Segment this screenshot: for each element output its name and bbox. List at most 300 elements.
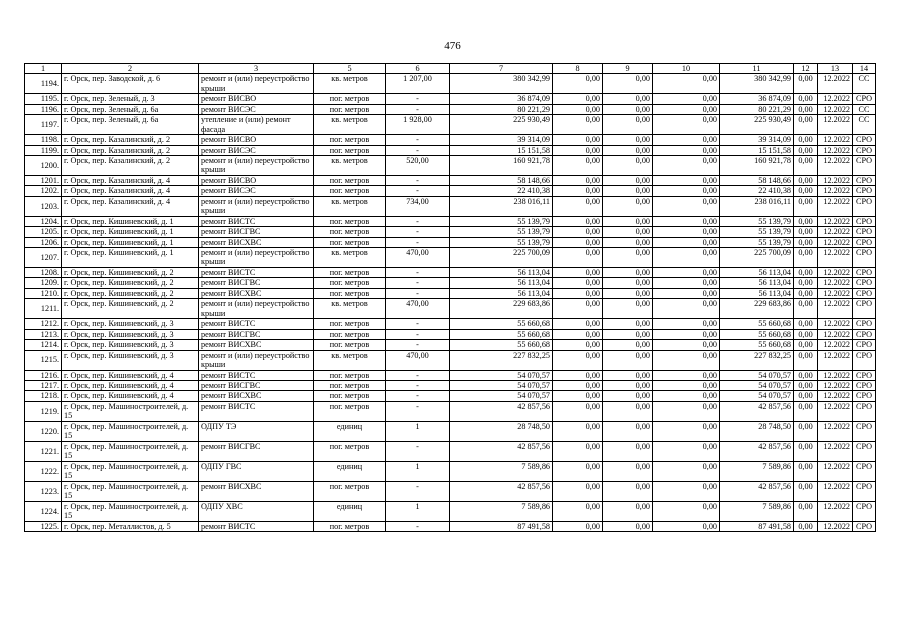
work-type-cell: ремонт ВИСВО <box>199 94 314 104</box>
address-cell: г. Орск, пер. Машиностроителей, д. 15 <box>62 441 199 461</box>
table-row <box>25 481 876 501</box>
fund-source-cell: 0,00 <box>603 288 653 298</box>
amount-cell: 56 113,04 <box>450 268 553 278</box>
fund-source-cell: 0,00 <box>553 329 603 339</box>
fund-source-cell: 0,00 <box>603 115 653 135</box>
reserve-cell: 0,00 <box>794 350 818 370</box>
work-type-cell: ремонт ВИСТС <box>199 319 314 329</box>
completion-date-cell: 12.2022 <box>818 278 853 288</box>
quantity-cell: - <box>386 216 450 226</box>
total-cell: 42 857,56 <box>720 401 794 421</box>
quantity-cell: - <box>386 237 450 247</box>
fund-source-cell: 0,00 <box>653 156 720 176</box>
quantity-cell: 520,00 <box>386 156 450 176</box>
fund-method-cell: СС <box>853 74 876 94</box>
fund-source-cell: 0,00 <box>653 278 720 288</box>
unit-cell: единиц <box>314 461 386 481</box>
fund-source-cell: 0,00 <box>653 186 720 196</box>
fund-method-cell: СРО <box>853 441 876 461</box>
fund-method-cell: СРО <box>853 176 876 186</box>
quantity-cell: - <box>386 401 450 421</box>
row-number: 1194. <box>25 74 62 94</box>
table-row <box>25 380 876 390</box>
fund-method-cell: СРО <box>853 319 876 329</box>
work-type-cell: ремонт ВИСГВС <box>199 441 314 461</box>
unit-cell: кв. метров <box>314 248 386 268</box>
fund-method-cell: СРО <box>853 521 876 531</box>
row-number: 1224. <box>25 501 62 521</box>
address-cell: г. Орск, пер. Кишиневский, д. 2 <box>62 278 199 288</box>
quantity-cell: - <box>386 391 450 401</box>
unit-cell: единиц <box>314 421 386 441</box>
reserve-cell: 0,00 <box>794 288 818 298</box>
amount-cell: 87 491,58 <box>450 521 553 531</box>
total-cell: 42 857,56 <box>720 441 794 461</box>
fund-source-cell: 0,00 <box>653 216 720 226</box>
work-type-cell: ОДПУ ГВС <box>199 461 314 481</box>
address-cell: г. Орск, пер. Кишиневский, д. 4 <box>62 380 199 390</box>
total-cell: 229 683,86 <box>720 299 794 319</box>
table-row <box>25 340 876 350</box>
reserve-cell: 0,00 <box>794 461 818 481</box>
address-cell: г. Орск, пер. Кишиневский, д. 1 <box>62 227 199 237</box>
row-number: 1213. <box>25 329 62 339</box>
row-number: 1222. <box>25 461 62 481</box>
fund-source-cell: 0,00 <box>603 350 653 370</box>
fund-source-cell: 0,00 <box>603 521 653 531</box>
fund-source-cell: 0,00 <box>553 481 603 501</box>
amount-cell: 22 410,38 <box>450 186 553 196</box>
row-number: 1223. <box>25 481 62 501</box>
fund-source-cell: 0,00 <box>553 461 603 481</box>
address-cell: г. Орск, пер. Кишиневский, д. 1 <box>62 248 199 268</box>
fund-source-cell: 0,00 <box>603 248 653 268</box>
fund-source-cell: 0,00 <box>653 227 720 237</box>
unit-cell: пог. метров <box>314 370 386 380</box>
reserve-cell: 0,00 <box>794 115 818 135</box>
fund-source-cell: 0,00 <box>553 104 603 114</box>
column-header: 1 <box>25 64 62 74</box>
reserve-cell: 0,00 <box>794 237 818 247</box>
amount-cell: 15 151,58 <box>450 145 553 155</box>
unit-cell: пог. метров <box>314 216 386 226</box>
completion-date-cell: 12.2022 <box>818 216 853 226</box>
repair-registry-table <box>24 63 876 532</box>
unit-cell: кв. метров <box>314 156 386 176</box>
fund-source-cell: 0,00 <box>653 135 720 145</box>
unit-cell: пог. метров <box>314 237 386 247</box>
fund-source-cell: 0,00 <box>603 461 653 481</box>
fund-method-cell: СРО <box>853 156 876 176</box>
reserve-cell: 0,00 <box>794 299 818 319</box>
row-number: 1211. <box>25 299 62 319</box>
row-number: 1207. <box>25 248 62 268</box>
fund-source-cell: 0,00 <box>603 145 653 155</box>
address-cell: г. Орск, пер. Кишиневский, д. 1 <box>62 216 199 226</box>
unit-cell: пог. метров <box>314 135 386 145</box>
amount-cell: 55 660,68 <box>450 329 553 339</box>
total-cell: 36 874,09 <box>720 94 794 104</box>
fund-source-cell: 0,00 <box>653 196 720 216</box>
address-cell: г. Орск, пер. Машиностроителей, д. 15 <box>62 421 199 441</box>
amount-cell: 56 113,04 <box>450 278 553 288</box>
total-cell: 55 660,68 <box>720 340 794 350</box>
unit-cell: пог. метров <box>314 104 386 114</box>
table-row <box>25 268 876 278</box>
completion-date-cell: 12.2022 <box>818 227 853 237</box>
fund-source-cell: 0,00 <box>603 227 653 237</box>
completion-date-cell: 12.2022 <box>818 329 853 339</box>
fund-source-cell: 0,00 <box>553 156 603 176</box>
table-row <box>25 421 876 441</box>
row-number: 1205. <box>25 227 62 237</box>
fund-source-cell: 0,00 <box>553 135 603 145</box>
table-row <box>25 74 876 94</box>
table-row <box>25 145 876 155</box>
amount-cell: 54 070,57 <box>450 391 553 401</box>
work-type-cell: ремонт и (или) переустройство крыши <box>199 248 314 268</box>
address-cell: г. Орск, пер. Кишиневский, д. 2 <box>62 268 199 278</box>
completion-date-cell: 12.2022 <box>818 421 853 441</box>
fund-source-cell: 0,00 <box>653 441 720 461</box>
total-cell: 87 491,58 <box>720 521 794 531</box>
completion-date-cell: 12.2022 <box>818 299 853 319</box>
fund-source-cell: 0,00 <box>603 421 653 441</box>
work-type-cell: ремонт ВИСТС <box>199 521 314 531</box>
fund-source-cell: 0,00 <box>653 74 720 94</box>
fund-source-cell: 0,00 <box>653 104 720 114</box>
fund-source-cell: 0,00 <box>603 329 653 339</box>
quantity-cell: - <box>386 319 450 329</box>
address-cell: г. Орск, пер. Металлистов, д. 5 <box>62 521 199 531</box>
row-number: 1210. <box>25 288 62 298</box>
quantity-cell: - <box>386 521 450 531</box>
fund-source-cell: 0,00 <box>653 391 720 401</box>
work-type-cell: ремонт ВИСЭС <box>199 145 314 155</box>
table-row <box>25 186 876 196</box>
reserve-cell: 0,00 <box>794 268 818 278</box>
fund-source-cell: 0,00 <box>553 237 603 247</box>
completion-date-cell: 12.2022 <box>818 186 853 196</box>
reserve-cell: 0,00 <box>794 156 818 176</box>
unit-cell: пог. метров <box>314 441 386 461</box>
work-type-cell: ремонт ВИСХВС <box>199 288 314 298</box>
address-cell: г. Орск, пер. Казалинский, д. 4 <box>62 176 199 186</box>
fund-source-cell: 0,00 <box>603 501 653 521</box>
completion-date-cell: 12.2022 <box>818 156 853 176</box>
fund-method-cell: СРО <box>853 145 876 155</box>
total-cell: 80 221,29 <box>720 104 794 114</box>
fund-source-cell: 0,00 <box>653 501 720 521</box>
completion-date-cell: 12.2022 <box>818 196 853 216</box>
work-type-cell: утепление и (или) ремонт фасада <box>199 115 314 135</box>
quantity-cell: - <box>386 380 450 390</box>
work-type-cell: ремонт ВИСЭС <box>199 104 314 114</box>
table-row <box>25 350 876 370</box>
row-number: 1206. <box>25 237 62 247</box>
unit-cell: пог. метров <box>314 521 386 531</box>
table-row <box>25 135 876 145</box>
quantity-cell: - <box>386 227 450 237</box>
reserve-cell: 0,00 <box>794 421 818 441</box>
quantity-cell: - <box>386 145 450 155</box>
total-cell: 227 832,25 <box>720 350 794 370</box>
work-type-cell: ремонт и (или) переустройство крыши <box>199 350 314 370</box>
completion-date-cell: 12.2022 <box>818 370 853 380</box>
table-row <box>25 521 876 531</box>
completion-date-cell: 12.2022 <box>818 340 853 350</box>
fund-source-cell: 0,00 <box>553 350 603 370</box>
fund-source-cell: 0,00 <box>603 370 653 380</box>
amount-cell: 225 700,09 <box>450 248 553 268</box>
reserve-cell: 0,00 <box>794 319 818 329</box>
quantity-cell: - <box>386 441 450 461</box>
reserve-cell: 0,00 <box>794 380 818 390</box>
total-cell: 22 410,38 <box>720 186 794 196</box>
amount-cell: 238 016,11 <box>450 196 553 216</box>
unit-cell: пог. метров <box>314 481 386 501</box>
fund-method-cell: СРО <box>853 481 876 501</box>
page-number: 476 <box>444 40 461 52</box>
completion-date-cell: 12.2022 <box>818 176 853 186</box>
reserve-cell: 0,00 <box>794 176 818 186</box>
fund-source-cell: 0,00 <box>603 156 653 176</box>
fund-source-cell: 0,00 <box>553 319 603 329</box>
fund-source-cell: 0,00 <box>653 481 720 501</box>
quantity-cell: 1 928,00 <box>386 115 450 135</box>
completion-date-cell: 12.2022 <box>818 380 853 390</box>
fund-method-cell: СРО <box>853 196 876 216</box>
address-cell: г. Орск, пер. Казалинский, д. 2 <box>62 156 199 176</box>
quantity-cell: - <box>386 104 450 114</box>
row-number: 1217. <box>25 380 62 390</box>
amount-cell: 36 874,09 <box>450 94 553 104</box>
amount-cell: 56 113,04 <box>450 288 553 298</box>
fund-method-cell: СРО <box>853 248 876 268</box>
address-cell: г. Орск, пер. Зеленый, д. 6а <box>62 115 199 135</box>
completion-date-cell: 12.2022 <box>818 319 853 329</box>
fund-source-cell: 0,00 <box>653 329 720 339</box>
reserve-cell: 0,00 <box>794 391 818 401</box>
amount-cell: 80 221,29 <box>450 104 553 114</box>
total-cell: 54 070,57 <box>720 391 794 401</box>
completion-date-cell: 12.2022 <box>818 268 853 278</box>
fund-method-cell: СРО <box>853 288 876 298</box>
completion-date-cell: 12.2022 <box>818 74 853 94</box>
fund-method-cell: СРО <box>853 135 876 145</box>
completion-date-cell: 12.2022 <box>818 237 853 247</box>
column-header: 13 <box>818 64 853 74</box>
unit-cell: пог. метров <box>314 227 386 237</box>
total-cell: 55 139,79 <box>720 227 794 237</box>
quantity-cell: - <box>386 268 450 278</box>
table-row <box>25 319 876 329</box>
work-type-cell: ремонт ВИСХВС <box>199 481 314 501</box>
quantity-cell: 470,00 <box>386 299 450 319</box>
row-number: 1220. <box>25 421 62 441</box>
row-number: 1204. <box>25 216 62 226</box>
fund-source-cell: 0,00 <box>653 176 720 186</box>
fund-source-cell: 0,00 <box>603 94 653 104</box>
fund-method-cell: СРО <box>853 94 876 104</box>
work-type-cell: ремонт ВИСВО <box>199 176 314 186</box>
reserve-cell: 0,00 <box>794 248 818 268</box>
address-cell: г. Орск, пер. Зеленый, д. 6а <box>62 104 199 114</box>
fund-source-cell: 0,00 <box>603 176 653 186</box>
total-cell: 55 139,79 <box>720 216 794 226</box>
amount-cell: 55 139,79 <box>450 216 553 226</box>
column-number-row <box>25 64 876 74</box>
completion-date-cell: 12.2022 <box>818 104 853 114</box>
total-cell: 55 660,68 <box>720 329 794 339</box>
completion-date-cell: 12.2022 <box>818 248 853 268</box>
table-row <box>25 461 876 481</box>
total-cell: 160 921,78 <box>720 156 794 176</box>
fund-source-cell: 0,00 <box>653 401 720 421</box>
fund-source-cell: 0,00 <box>653 350 720 370</box>
fund-source-cell: 0,00 <box>553 380 603 390</box>
total-cell: 58 148,66 <box>720 176 794 186</box>
unit-cell: пог. метров <box>314 340 386 350</box>
column-header: 11 <box>720 64 794 74</box>
quantity-cell: - <box>386 278 450 288</box>
completion-date-cell: 12.2022 <box>818 115 853 135</box>
fund-source-cell: 0,00 <box>603 441 653 461</box>
table-row <box>25 401 876 421</box>
reserve-cell: 0,00 <box>794 216 818 226</box>
table-row <box>25 196 876 216</box>
fund-method-cell: СРО <box>853 227 876 237</box>
address-cell: г. Орск, пер. Кишиневский, д. 1 <box>62 237 199 247</box>
address-cell: г. Орск, пер. Зеленый, д. 3 <box>62 94 199 104</box>
amount-cell: 55 660,68 <box>450 340 553 350</box>
total-cell: 55 139,79 <box>720 237 794 247</box>
total-cell: 42 857,56 <box>720 481 794 501</box>
fund-method-cell: СС <box>853 115 876 135</box>
unit-cell: пог. метров <box>314 278 386 288</box>
address-cell: г. Орск, пер. Казалинский, д. 2 <box>62 145 199 155</box>
fund-source-cell: 0,00 <box>553 186 603 196</box>
fund-source-cell: 0,00 <box>603 104 653 114</box>
amount-cell: 42 857,56 <box>450 401 553 421</box>
amount-cell: 225 930,49 <box>450 115 553 135</box>
table-row <box>25 248 876 268</box>
amount-cell: 54 070,57 <box>450 380 553 390</box>
total-cell: 7 589,86 <box>720 501 794 521</box>
fund-source-cell: 0,00 <box>603 380 653 390</box>
fund-source-cell: 0,00 <box>553 501 603 521</box>
address-cell: г. Орск, пер. Машиностроителей, д. 15 <box>62 501 199 521</box>
table-row <box>25 441 876 461</box>
amount-cell: 7 589,86 <box>450 461 553 481</box>
reserve-cell: 0,00 <box>794 278 818 288</box>
reserve-cell: 0,00 <box>794 145 818 155</box>
unit-cell: пог. метров <box>314 186 386 196</box>
completion-date-cell: 12.2022 <box>818 350 853 370</box>
table-row <box>25 329 876 339</box>
row-number: 1212. <box>25 319 62 329</box>
reserve-cell: 0,00 <box>794 329 818 339</box>
fund-method-cell: СРО <box>853 278 876 288</box>
fund-source-cell: 0,00 <box>553 145 603 155</box>
reserve-cell: 0,00 <box>794 340 818 350</box>
unit-cell: пог. метров <box>314 145 386 155</box>
row-number: 1200. <box>25 156 62 176</box>
address-cell: г. Орск, пер. Кишиневский, д. 4 <box>62 391 199 401</box>
row-number: 1197. <box>25 115 62 135</box>
fund-source-cell: 0,00 <box>603 216 653 226</box>
fund-source-cell: 0,00 <box>603 299 653 319</box>
fund-source-cell: 0,00 <box>553 74 603 94</box>
total-cell: 225 930,49 <box>720 115 794 135</box>
total-cell: 15 151,58 <box>720 145 794 155</box>
unit-cell: кв. метров <box>314 350 386 370</box>
address-cell: г. Орск, пер. Кишиневский, д. 3 <box>62 329 199 339</box>
work-type-cell: ремонт ВИСВО <box>199 135 314 145</box>
fund-method-cell: СРО <box>853 350 876 370</box>
amount-cell: 160 921,78 <box>450 156 553 176</box>
completion-date-cell: 12.2022 <box>818 501 853 521</box>
fund-source-cell: 0,00 <box>603 340 653 350</box>
column-header: 5 <box>314 64 386 74</box>
work-type-cell: ремонт ВИСГВС <box>199 227 314 237</box>
total-cell: 225 700,09 <box>720 248 794 268</box>
table-row <box>25 115 876 135</box>
reserve-cell: 0,00 <box>794 481 818 501</box>
table-row <box>25 176 876 186</box>
quantity-cell: - <box>386 94 450 104</box>
work-type-cell: ОДПУ ТЭ <box>199 421 314 441</box>
quantity-cell: - <box>386 186 450 196</box>
fund-source-cell: 0,00 <box>653 421 720 441</box>
total-cell: 7 589,86 <box>720 461 794 481</box>
row-number: 1195. <box>25 94 62 104</box>
fund-method-cell: СРО <box>853 216 876 226</box>
amount-cell: 58 148,66 <box>450 176 553 186</box>
quantity-cell: 1 <box>386 421 450 441</box>
fund-source-cell: 0,00 <box>553 441 603 461</box>
fund-source-cell: 0,00 <box>653 115 720 135</box>
row-number: 1198. <box>25 135 62 145</box>
row-number: 1196. <box>25 104 62 114</box>
total-cell: 39 314,09 <box>720 135 794 145</box>
table-row <box>25 156 876 176</box>
completion-date-cell: 12.2022 <box>818 461 853 481</box>
reserve-cell: 0,00 <box>794 227 818 237</box>
fund-source-cell: 0,00 <box>653 237 720 247</box>
work-type-cell: ремонт ВИСХВС <box>199 340 314 350</box>
column-header: 7 <box>450 64 553 74</box>
fund-source-cell: 0,00 <box>653 248 720 268</box>
fund-source-cell: 0,00 <box>653 319 720 329</box>
work-type-cell: ремонт ВИСЭС <box>199 186 314 196</box>
fund-source-cell: 0,00 <box>653 340 720 350</box>
completion-date-cell: 12.2022 <box>818 135 853 145</box>
fund-source-cell: 0,00 <box>553 521 603 531</box>
row-number: 1209. <box>25 278 62 288</box>
amount-cell: 39 314,09 <box>450 135 553 145</box>
row-number: 1216. <box>25 370 62 380</box>
work-type-cell: ремонт ВИСТС <box>199 370 314 380</box>
fund-source-cell: 0,00 <box>553 268 603 278</box>
address-cell: г. Орск, пер. Кишиневский, д. 2 <box>62 288 199 298</box>
completion-date-cell: 12.2022 <box>818 145 853 155</box>
column-header: 14 <box>853 64 876 74</box>
work-type-cell: ремонт ВИСГВС <box>199 329 314 339</box>
table-row <box>25 299 876 319</box>
column-header: 8 <box>553 64 603 74</box>
amount-cell: 42 857,56 <box>450 481 553 501</box>
